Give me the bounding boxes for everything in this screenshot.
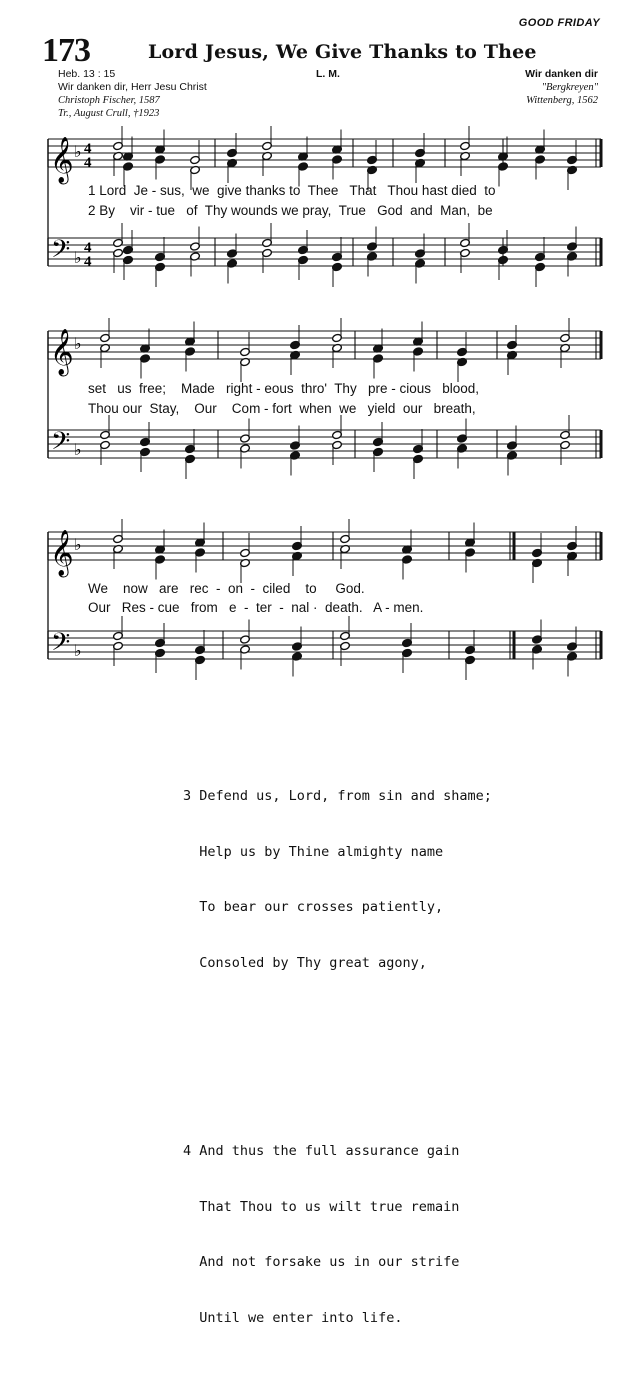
stanza	[183, 750, 492, 1009]
meter: L. M.	[316, 68, 340, 80]
hymn-number: 173	[42, 32, 90, 69]
season-label: GOOD FRIDAY	[518, 17, 600, 29]
stanza-line: And not forsake us in our strife	[183, 1254, 460, 1270]
flat-sign: ♭	[74, 248, 82, 267]
additional-stanzas	[183, 713, 492, 1383]
tune-origin: Wittenberg, 1562	[526, 95, 598, 106]
tune-name: Wir danken dir	[525, 68, 598, 80]
lyric-line: 1 Lord Je - sus, we give thanks to Thee That Thou hast died to	[88, 183, 496, 198]
scripture-ref: Heb. 13 : 15	[58, 68, 116, 80]
lyric-line: 2 By vir - tue of Thy wounds we pray, True God and Man, be	[88, 203, 493, 218]
time-signature: 4	[84, 155, 92, 171]
stanza-line: 3 Defend us, Lord, from sin and shame;	[183, 788, 492, 804]
lyric-line: We now are rec - on - ciled to God.	[88, 581, 365, 596]
time-signature: 4	[84, 141, 92, 157]
stanza	[183, 1105, 492, 1364]
stanza-line: 4 And thus the full assurance gain	[183, 1143, 460, 1159]
bass-clef: 𝄢	[51, 235, 71, 270]
stanza-line: Help us by Thine almighty name	[183, 843, 444, 860]
stanza-line: To bear our crosses patiently,	[183, 899, 444, 915]
treble-clef: 𝄞	[50, 137, 74, 183]
flat-sign: ♭	[74, 440, 82, 459]
flat-sign: ♭	[74, 334, 82, 353]
bass-clef: 𝄢	[51, 628, 71, 663]
hymn-title: Lord Jesus, We Give Thanks to Thee	[148, 41, 537, 63]
tune-source: "Bergkreyen"	[541, 82, 598, 93]
flat-sign: ♭	[74, 142, 82, 161]
lyric-line: Our Res - cue from e - ter - nal · death. A - men.	[88, 600, 424, 615]
original-text: Wir danken dir, Herr Jesu Christ	[58, 81, 207, 93]
author: Christoph Fischer, 1587	[58, 95, 160, 106]
lyric-line: Thou our Stay, Our Com - fort when we yield our breath,	[88, 401, 476, 416]
bass-clef: 𝄢	[51, 427, 71, 462]
stanza-line: That Thou to us wilt true remain	[183, 1198, 460, 1215]
flat-sign: ♭	[74, 641, 82, 660]
flat-sign: ♭	[74, 535, 82, 554]
time-signature: 4	[84, 240, 92, 256]
stanza-line: Consoled by Thy great agony,	[183, 954, 427, 971]
time-signature: 4	[84, 254, 92, 270]
translator: Tr., August Crull, †1923	[58, 108, 160, 119]
stanza-line: Until we enter into life.	[183, 1309, 403, 1326]
lyric-line: set us free; Made right - eous thro' Thy pre - cious blood,	[88, 381, 480, 396]
treble-clef: 𝄞	[50, 329, 74, 375]
treble-clef: 𝄞	[50, 530, 74, 576]
